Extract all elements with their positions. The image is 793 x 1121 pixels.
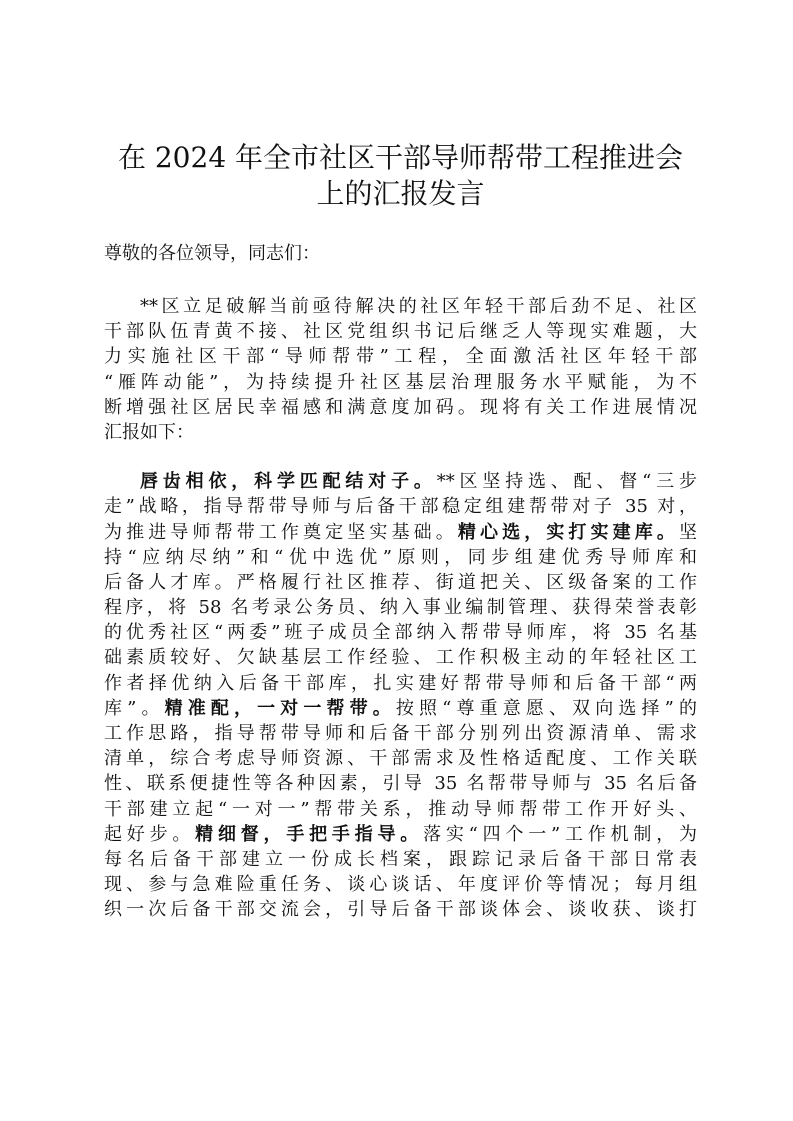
text-line: 后备人才库。严格履行社区推荐、街道把关、区级备案的工作 bbox=[104, 571, 697, 593]
text-line: **区立足破解当前亟待解决的社区年轻干部后劲不足、社区 bbox=[140, 296, 697, 317]
text-run: 为推进导师帮带工作奠定坚实基础。 bbox=[104, 521, 458, 543]
bold-heading: 精准配，一对一帮带。 bbox=[164, 697, 396, 719]
text-line: 现、参与急难险重任务、谈心谈话、年度评价等情况；每月组 bbox=[104, 874, 697, 896]
text-run: **区坚持选、配、督“三步 bbox=[436, 471, 697, 493]
text-line bbox=[104, 696, 697, 721]
text-line bbox=[104, 469, 697, 494]
text-line: 础素质较好、欠缺基层工作经验、工作积极主动的年轻社区工 bbox=[104, 647, 697, 669]
title-line-1: 在 2024 年全市社区干部导师帮带工程推进会 bbox=[117, 141, 684, 174]
salutation: 尊敬的各位领导，同志们： bbox=[104, 243, 320, 264]
intro-paragraph bbox=[104, 294, 697, 445]
title-line-2: 上的汇报发言 bbox=[316, 177, 485, 210]
body-paragraph bbox=[104, 469, 697, 922]
bold-heading: 唇齿相依，科学匹配结对子。 bbox=[140, 471, 437, 493]
text-line: 工作思路，指导帮带导师和后备干部分别列出资源清单、需求 bbox=[104, 723, 697, 744]
document-title bbox=[104, 140, 697, 212]
text-run: 库”。 bbox=[104, 697, 165, 719]
text-line: 的优秀社区“两委”班子成员全部纳入帮带导师库，将 35 名基 bbox=[104, 622, 697, 644]
text-run: 起好步。 bbox=[104, 823, 196, 845]
text-line: 干部队伍青黄不接、社区党组织书记后继乏人等现实难题，大 bbox=[104, 321, 697, 343]
text-line: 织一次后备干部交流会，引导后备干部谈体会、谈收获、谈打 bbox=[104, 899, 697, 921]
text-line: 持“应纳尽纳”和“优中选优”原则，同步组建优秀导师库和 bbox=[104, 546, 697, 568]
text-line: 每名后备干部建立一份成长档案，跟踪记录后备干部日常表 bbox=[104, 848, 697, 870]
text-line: 断增强社区居民幸福感和满意度加码。现将有关工作进展情况 bbox=[104, 396, 697, 418]
text-run: 按照“尊重意愿、双向选择”的 bbox=[395, 697, 697, 719]
text-line: 干部建立起“一对一”帮带关系，推动导师帮带工作开好头、 bbox=[104, 798, 697, 820]
text-line: “雁阵动能”，为持续提升社区基层治理服务水平赋能，为不 bbox=[104, 371, 697, 393]
text-run: 落实“四个一”工作机制，为 bbox=[423, 823, 697, 845]
text-line: 作者择优纳入后备干部库，扎实建好帮带导师和后备干部“两 bbox=[104, 672, 697, 694]
text-line bbox=[104, 822, 697, 847]
text-line bbox=[104, 520, 697, 545]
text-line: 清单，综合考虑导师资源、干部需求及性格适配度、工作关联 bbox=[104, 748, 697, 770]
text-run: 坚 bbox=[679, 521, 697, 543]
text-line: 汇报如下： bbox=[104, 421, 194, 443]
bold-heading: 精心选，实打实建库。 bbox=[457, 521, 680, 543]
text-line: 力实施社区干部“导师帮带”工程，全面激活社区年轻干部 bbox=[104, 346, 697, 368]
text-line: 性、联系便捷性等各种因素，引导 35 名帮带导师与 35 名后备 bbox=[104, 773, 697, 795]
text-line: 程序，将 58 名考录公务员、纳入事业编制管理、获得荣誉表彰 bbox=[104, 597, 697, 619]
text-line: 走”战略，指导帮带导师与后备干部稳定组建帮带对子 35 对， bbox=[104, 496, 697, 518]
bold-heading: 精细督，手把手指导。 bbox=[195, 823, 424, 845]
